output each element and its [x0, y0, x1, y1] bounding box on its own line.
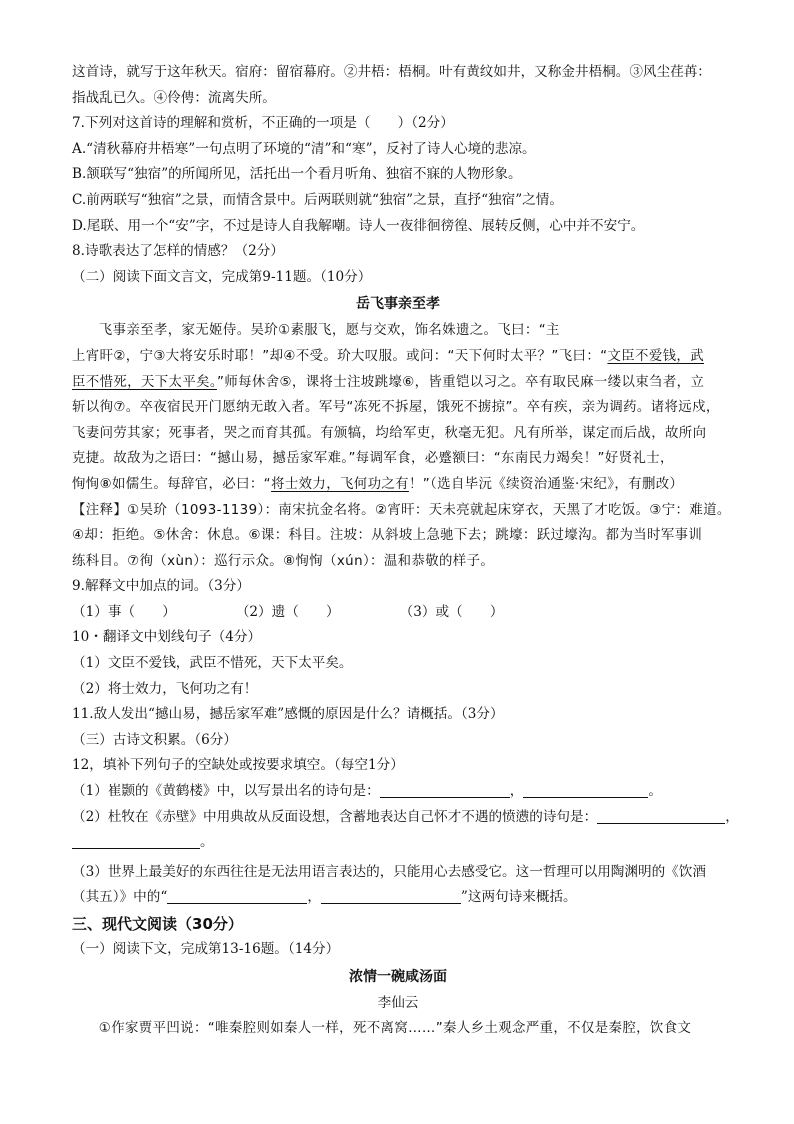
question-9-stem: 9.解释文中加点的词。（3分） — [72, 578, 250, 595]
question-12-item-1 — [72, 779, 724, 805]
comma: ， — [509, 783, 524, 800]
question-7-option-d: D.尾联、用一个“安”字，不过是诗人自我解嘲。诗人一夜徘徊徬徨、展转反侧，心中并不安宁。 — [72, 217, 645, 234]
passage-line-2 — [72, 344, 724, 370]
annotation-line-3: 练科目。⑦徇（xùn）：巡行示众。⑧恂恂（xún）：温和恭敬的样子。 — [72, 553, 495, 569]
question-12-item-3-end: ”这两句诗来概括。 — [460, 889, 577, 906]
question-7-option-b: B.颔联写“独宿”的所闻所见，活托出一个看月听角、独宿不寐的人物形象。 — [72, 166, 522, 183]
answer-blank[interactable] — [523, 783, 648, 798]
part-2-heading: （二）阅读下面文言文，完成第9-11题。（10分） — [72, 268, 372, 285]
question-12-item-2 — [72, 805, 739, 831]
part-4-heading: （一）阅读下文，完成第13-16题。（14分） — [72, 941, 340, 957]
passage-title: 岳飞事亲至孝 — [356, 296, 440, 313]
question-12-item-3-line-1: （3）世界上最美好的东西往往是无法用语言表达的，只能用心去感受它。这一哲理可以用陶渊明的《饮酒 — [72, 863, 706, 880]
question-8: 8.诗歌表达了怎样的情感？（2分） — [72, 243, 284, 260]
question-10-item-2: （2）将士效力，飞何功之有！ — [72, 680, 258, 697]
question-9-item-2: （2）遗（ ） — [235, 603, 340, 620]
annotation-line-2: ④却：拒绝。⑤休舍：休息。⑥课：科目。注坡：从斜坡上急驰下去；跳壕：跃过壕沟。都为当时军事训 — [72, 528, 703, 544]
passage-line-6: 克捷。故敌为之语曰：“撼山易，撼岳家军难。”每调军食，必蹙额曰：“东南民力竭矣！”好贤礼士， — [72, 451, 674, 467]
question-12-item-2-text: （2）杜牧在《赤壁》中用典故从反面设想，含蓄地表达自己怀才不遇的愤懑的诗句是： — [72, 808, 598, 825]
article-title: 浓情一碗咸汤面 — [349, 968, 447, 985]
part-3-heading: （三）古诗文积累。（6分） — [72, 731, 237, 748]
annotation-line-1: 【注释】①吴玠（1093-1139）：南宋抗金名将。②宵旰：天未亮就起床穿衣，天黑了才吃饭。③宁：难道。 — [72, 502, 731, 518]
question-7-option-c: C.前两联写“独宿”之景，而情含景中。后两联则就“独宿”之景，直抒“独宿”之情。 — [72, 191, 563, 208]
question-11: 11.敌人发出“撼山易，撼岳家军难”感慨的原因是什么？请概括。（3分） — [72, 706, 504, 723]
answer-blank[interactable] — [380, 783, 510, 798]
article-author: 李仙云 — [377, 994, 419, 1011]
poem-note-line-2: 指战乱已久。④伶俜：流离失所。 — [72, 89, 276, 106]
underlined-sentence-2: 将士效力，飞何功之有 — [271, 476, 409, 492]
period: 。 — [200, 834, 214, 851]
answer-blank[interactable] — [72, 834, 200, 849]
comma: ， — [725, 808, 739, 825]
answer-blank[interactable] — [321, 889, 461, 904]
passage-line-3 — [72, 370, 724, 396]
question-9-item-1: （1）事（ ） — [72, 603, 176, 620]
passage-line-7-text-b: ！”（选自毕沅《续资治通鉴·宋纪》，有删改） — [408, 476, 684, 492]
question-12-item-3-text: （其五）》中的“ — [72, 889, 168, 906]
passage-line-1: 飞事亲至孝，家无姬侍。吴玠①素服飞，愿与交欢，饰名姝遗之。飞曰：“主 — [98, 323, 560, 339]
answer-blank[interactable] — [167, 889, 307, 904]
passage-line-3-text: ”师每休舍⑤，课将士注坡跳壕⑥，皆重铠以习之。卒有取民麻一缕以束刍者，立 — [217, 374, 705, 390]
passage-line-5: 飞妻问劳其家；死事者，哭之而育其孤。有颁犒，均给军吏，秋毫无犯。凡有所举，谋定而后战，故所向 — [72, 425, 707, 441]
question-9-item-3: （3）或（ ） — [399, 603, 504, 620]
question-12-stem: 12，填补下列句子的空缺处或按要求填空。（每空1分） — [72, 757, 404, 774]
underlined-sentence-1a: 文臣不爱钱，武 — [607, 348, 704, 364]
question-10-stem: 10・翻译文中划线句子（4分） — [72, 629, 262, 646]
passage-line-4: 斩以徇⑦。卒夜宿民开门愿纳无敢入者。军号“冻死不拆屋，饿死不掳掠”。卒有疾，亲为调药。诸将远戍， — [72, 400, 720, 416]
period: 。 — [648, 783, 662, 800]
section-3-heading: 三、现代文阅读（30分） — [72, 915, 243, 933]
question-9-items — [72, 600, 724, 626]
comma: ， — [307, 889, 321, 906]
answer-blank[interactable] — [597, 809, 725, 824]
question-7-stem: 7.下列对这首诗的理解和赏析，不正确的一项是（ ）（2分） — [72, 115, 454, 132]
question-7-option-a: A.“清秋幕府井梧寒”一句点明了环境的“清”和“寒”，反衬了诗人心境的悲凉。 — [72, 140, 536, 157]
question-12-item-2-continued — [72, 830, 724, 856]
passage-line-7 — [72, 472, 724, 498]
underlined-sentence-1b: 臣不惜死，天下太平矣。 — [72, 374, 217, 390]
article-paragraph-1: ①作家贾平凹说：“唯秦腔则如秦人一样，死不离窝……”秦人乡土观念严重，不仅是秦腔，饮食文 — [98, 1021, 692, 1037]
question-12-item-1-text: （1）崔颢的《黄鹤楼》中，以写景出名的诗句是： — [72, 783, 380, 800]
question-10-item-1: （1）文臣不爱钱，武臣不惜死，天下太平矣。 — [72, 655, 353, 672]
question-12-item-3-line-2 — [72, 885, 724, 911]
passage-line-2-text: 上宵旰②，宁③大将安乐时耶！”却④不受。玠大叹服。或问：“天下何时太平？”飞曰：“ — [72, 348, 608, 364]
classical-passage — [72, 318, 731, 574]
passage-line-7-text-a: 恂恂⑧如儒生。每辞官，必曰：“ — [72, 476, 272, 492]
exam-page — [72, 60, 739, 1042]
poem-note-line-1: 这首诗，就写于这年秋天。宿府：留宿幕府。②井梧：梧桐。叶有黄纹如井，又称金井梧桐。③风尘荏苒： — [72, 64, 711, 80]
